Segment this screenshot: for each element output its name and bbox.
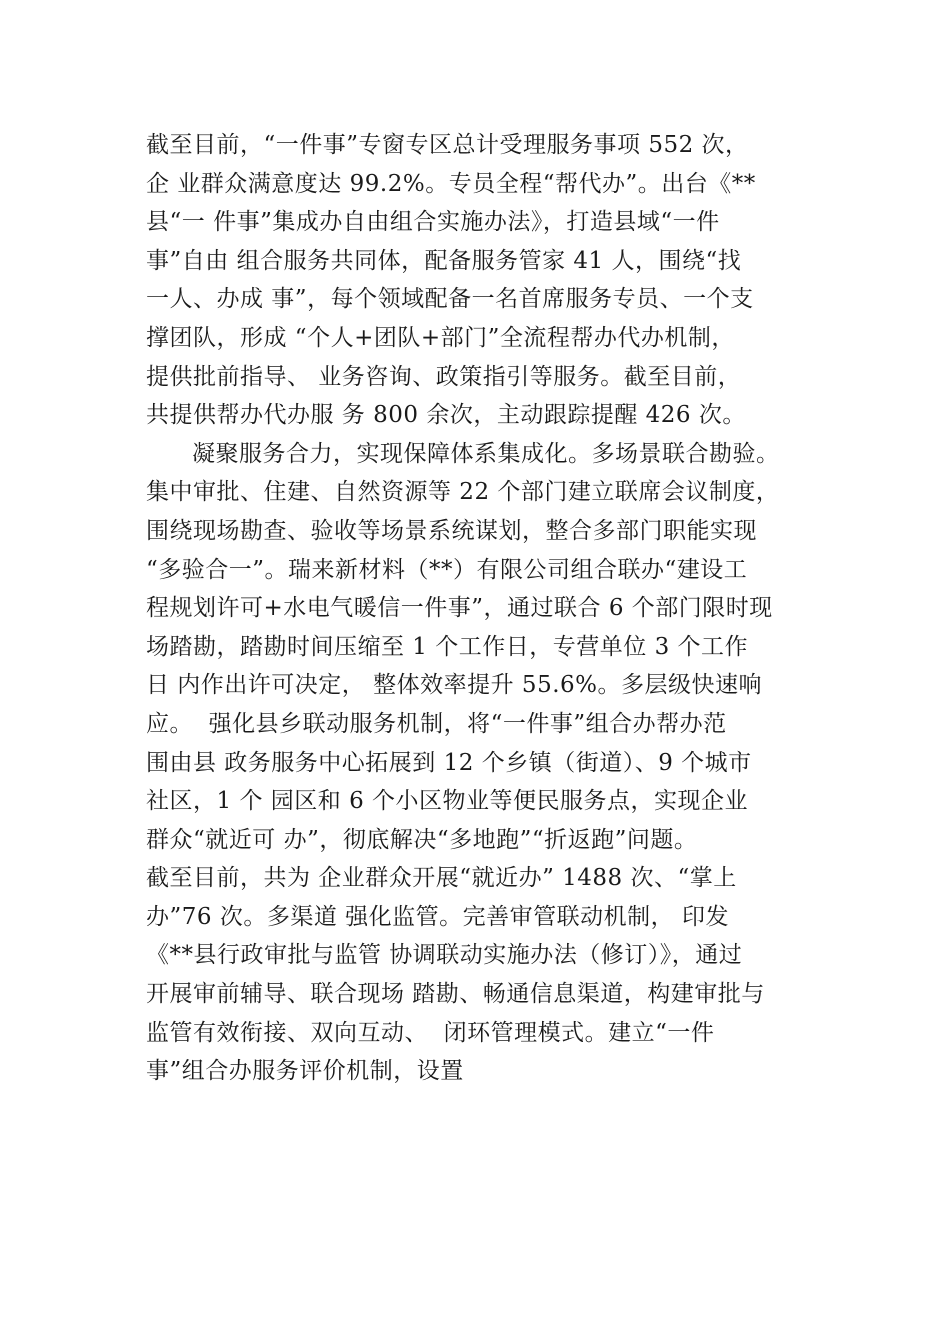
text-line: 应。 强化县乡联动服务机制，将“一件事”组合办帮办范 xyxy=(146,710,727,737)
text-line: 事”组合办服务评价机制，设置 xyxy=(146,1058,464,1085)
text-line: 共提供帮办代办服 务 800 余次，主动跟踪提醒 426 次。 xyxy=(146,402,746,429)
text-line: 截至目前，“一件事”专窗专区总计受理服务事项 552 次， xyxy=(146,132,749,158)
text-line: 截至目前，共为 企业群众开展“就近办” 1488 次、“掌上 xyxy=(146,865,737,892)
text-line: 围由县 政务服务中心拓展到 12 个乡镇（街道）、9 个城市 xyxy=(146,749,752,776)
text-line: 社区，1 个 园区和 6 个小区物业等便民服务点，实现企业 xyxy=(146,788,749,815)
text-line: 群众“就近可 办”，彻底解决“多地跑”“折返跑”问题。 xyxy=(146,826,698,853)
text-line: 日 内作出许可决定， 整体效率提升 55.6%。多层级快速响 xyxy=(146,672,762,699)
text-line: 县“一 件事”集成办自由组合实施办法》，打造县域“一件 xyxy=(146,209,720,236)
text-line: 企 业群众满意度达 99.2%。专员全程“帮代办”。出台《** xyxy=(146,170,756,197)
text-line: 办”76 次。多渠道 强化监管。完善审管联动机制， 印发 xyxy=(146,903,729,930)
body-text xyxy=(146,126,826,1091)
text-line: 场踏勘，踏勘时间压缩至 1 个工作日，专营单位 3 个工作 xyxy=(146,633,749,660)
text-line: “多验合一”。瑞来新材料（**）有限公司组合联办“建设工 xyxy=(146,556,748,583)
text-line: 提供批前指导、 业务咨询、政策指引等服务。截至目前， xyxy=(146,363,742,390)
paragraph-first-line: 凝聚服务合力，实现保障体系集成化。多场景联合勘验。 xyxy=(192,440,780,467)
text-line: 开展审前辅导、联合现场 踏勘、畅通信息渠道，构建审批与 xyxy=(146,981,765,1008)
text-line: 《**县行政审批与监管 协调联动实施办法（修订）》，通过 xyxy=(146,942,743,969)
text-line: 事”自由 组合服务共同体，配备服务管家 41 人，围绕“找 xyxy=(146,247,742,274)
text-line: 集中审批、住建、自然资源等 22 个部门建立联席会议制度， xyxy=(146,479,780,506)
text-line: 程规划许可+水电气暖信一件事”，通过联合 6 个部门限时现 xyxy=(146,595,773,622)
text-line: 监管有效衔接、双向互动、 闭环管理模式。建立“一件 xyxy=(146,1019,715,1046)
text-line: 撑团队，形成 “个人+团队+部门”全流程帮办代办机制， xyxy=(146,324,735,351)
text-line: 一人、办成 事”，每个领域配备一名首席服务专员、一个支 xyxy=(146,286,754,313)
text-line: 围绕现场勘查、验收等场景系统谋划，整合多部门职能实现 xyxy=(146,517,757,544)
